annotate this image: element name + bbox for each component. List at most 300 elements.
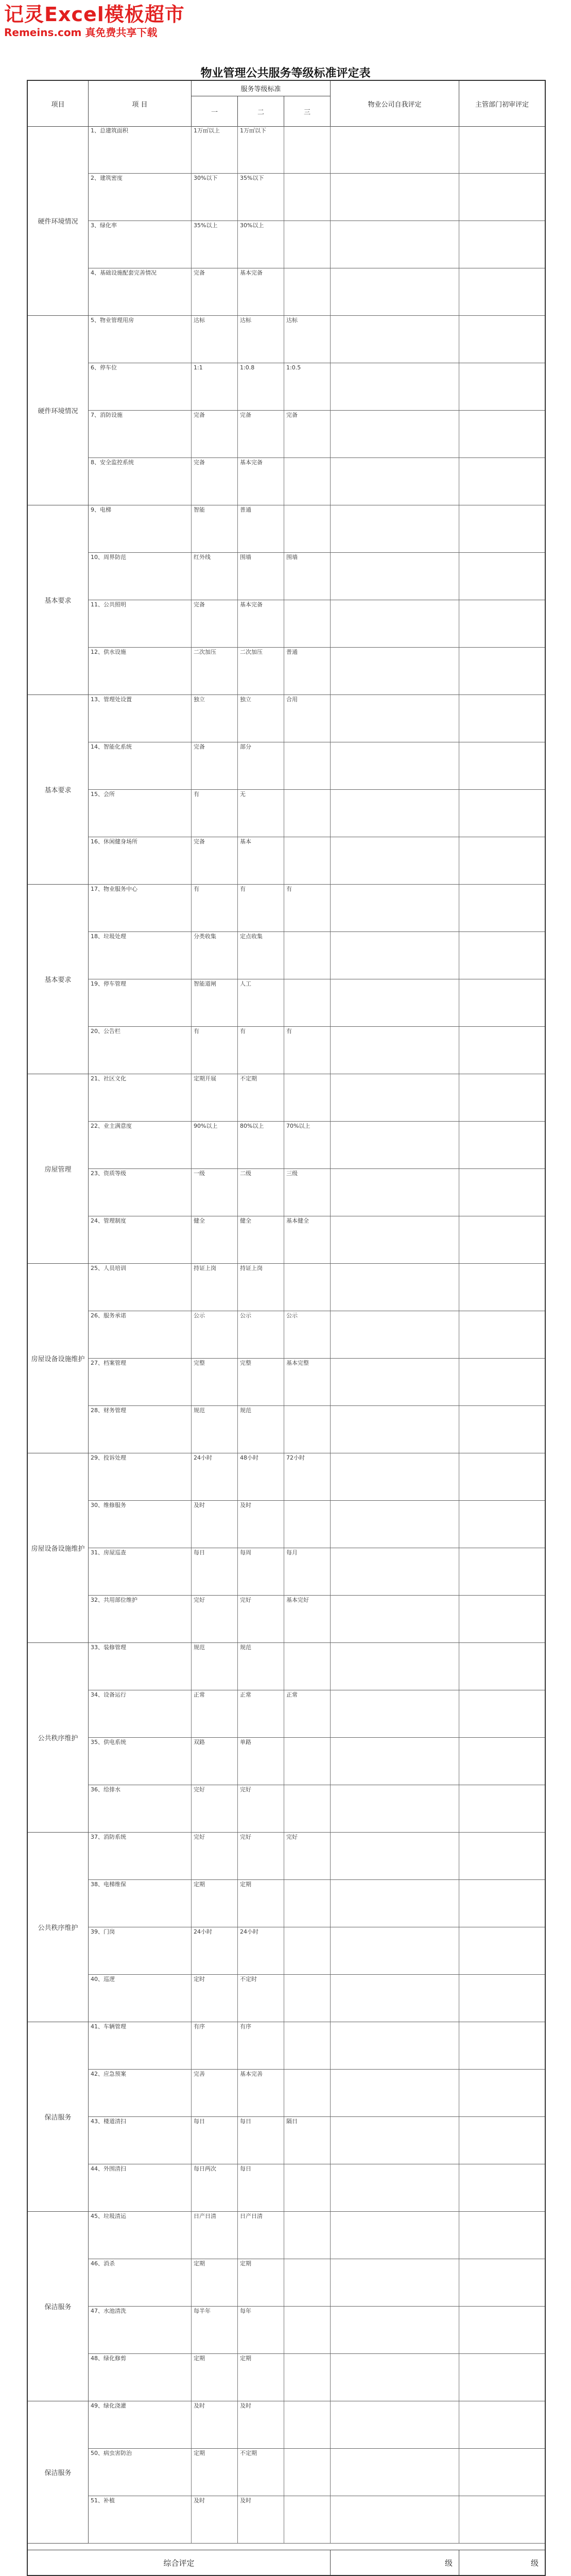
row-grade-1: 定时 (192, 1975, 238, 2022)
row-grade-3: 正常 (284, 1690, 331, 1737)
row-review[interactable] (459, 1216, 545, 1263)
row-grade-3: 合用 (284, 695, 331, 742)
table-row (89, 1927, 545, 1975)
row-grade-1: 一级 (192, 1169, 238, 1216)
row-item: 13、管理处设置 (89, 695, 192, 742)
row-grade-1: 完整 (192, 1359, 238, 1405)
row-grade-1: 有序 (192, 2022, 238, 2069)
row-grade-1: 35%以上 (192, 221, 238, 268)
row-grade-2: 定期 (238, 2354, 284, 2401)
row-grade-1: 定期 (192, 2259, 238, 2306)
row-grade-3: 完好 (284, 1833, 331, 1879)
row-grade-1: 完备 (192, 268, 238, 315)
row-review[interactable] (459, 458, 545, 505)
row-grade-1: 规范 (192, 1406, 238, 1453)
watermark (4, 3, 185, 39)
row-self-assessment[interactable] (331, 1027, 459, 1074)
row-grade-3: 完备 (284, 411, 331, 457)
row-review[interactable] (459, 600, 545, 647)
row-review[interactable] (459, 1264, 545, 1311)
row-grade-1: 每日两次 (192, 2164, 238, 2211)
table-row (89, 2070, 545, 2117)
row-item: 12、供水设施 (89, 648, 192, 694)
row-item: 45、垃圾清运 (89, 2212, 192, 2259)
row-grade-1: 二次加压 (192, 648, 238, 694)
row-self-assessment[interactable] (331, 2449, 459, 2496)
row-self-assessment[interactable] (331, 1833, 459, 1879)
row-grade-1: 完备 (192, 411, 238, 457)
table-row (89, 1359, 545, 1406)
standards-table (27, 80, 546, 2576)
table-row (89, 1690, 545, 1738)
row-grade-2: 完好 (238, 1833, 284, 1879)
row-self-assessment[interactable] (331, 885, 459, 931)
row-grade-3 (284, 1785, 331, 1832)
row-review[interactable] (459, 1169, 545, 1216)
row-grade-2: 每周 (238, 1548, 284, 1595)
row-grade-2: 独立 (238, 695, 284, 742)
row-grade-1: 红外线 (192, 553, 238, 600)
table-row (89, 553, 545, 600)
row-grade-1: 及时 (192, 2496, 238, 2543)
row-item: 42、应急预案 (89, 2070, 192, 2116)
category-cell: 硬件环境情况 (28, 126, 89, 316)
table-row (89, 174, 545, 221)
row-review[interactable] (459, 1074, 545, 1121)
row-grade-1: 90%以上 (192, 1122, 238, 1168)
row-review[interactable] (459, 174, 545, 221)
row-grade-1: 有 (192, 790, 238, 837)
row-grade-3 (284, 2496, 331, 2543)
row-review[interactable] (459, 1027, 545, 1074)
row-grade-3 (284, 174, 331, 221)
header-grade-3: 三 (284, 96, 331, 126)
row-self-assessment[interactable] (331, 742, 459, 789)
row-self-assessment[interactable] (331, 2022, 459, 2069)
row-grade-3: 每月 (284, 1548, 331, 1595)
row-self-assessment[interactable] (331, 126, 459, 173)
row-grade-3: 围墙 (284, 553, 331, 600)
row-grade-1: 公示 (192, 1311, 238, 1358)
table-row (89, 1501, 545, 1548)
header-item: 项目 (28, 81, 89, 126)
row-grade-1: 正常 (192, 1690, 238, 1737)
row-review[interactable] (459, 2354, 545, 2401)
row-grade-3 (284, 790, 331, 837)
row-grade-2: 定点收集 (238, 932, 284, 979)
row-grade-1: 完备 (192, 742, 238, 789)
row-self-assessment[interactable] (331, 1216, 459, 1263)
row-item: 15、会所 (89, 790, 192, 837)
row-grade-1: 健全 (192, 1216, 238, 1263)
row-review[interactable] (459, 2164, 545, 2211)
row-review[interactable] (459, 2212, 545, 2259)
row-review[interactable] (459, 1738, 545, 1785)
category-cell: 基本要求 (28, 505, 89, 695)
table-row (89, 790, 545, 837)
row-grade-2: 每日 (238, 2164, 284, 2211)
row-review[interactable] (459, 1785, 545, 1832)
row-self-assessment[interactable] (331, 2070, 459, 2116)
row-self-assessment[interactable] (331, 363, 459, 410)
row-grade-1: 1万㎡以上 (192, 126, 238, 173)
row-grade-2: 24小时 (238, 1927, 284, 1974)
row-self-assessment[interactable] (331, 790, 459, 837)
row-review[interactable] (459, 790, 545, 837)
category-cell: 硬件环境情况 (28, 316, 89, 505)
row-item: 20、公告栏 (89, 1027, 192, 1074)
row-grade-3: 公示 (284, 1311, 331, 1358)
row-self-assessment[interactable] (331, 979, 459, 1026)
row-review[interactable] (459, 1833, 545, 1879)
row-item: 28、财务管理 (89, 1406, 192, 1453)
table-row (89, 1216, 545, 1264)
row-item: 50、病虫害防治 (89, 2449, 192, 2496)
row-grade-2: 48小时 (238, 1453, 284, 1500)
summary-label: 综合评定 (28, 2550, 331, 2575)
table-row (89, 2401, 545, 2449)
row-grade-3: 基本完好 (284, 1596, 331, 1642)
row-grade-3 (284, 221, 331, 268)
table-row (89, 221, 545, 268)
header-contents: 项 目 (89, 81, 192, 126)
row-grade-1: 持证上岗 (192, 1264, 238, 1311)
summary-grade-self: 级 (331, 2550, 459, 2575)
row-item: 31、房屋巡查 (89, 1548, 192, 1595)
row-grade-1: 智能 (192, 505, 238, 552)
row-grade-3 (284, 2401, 331, 2448)
row-grade-2: 不定期 (238, 1074, 284, 1121)
row-review[interactable] (459, 1690, 545, 1737)
row-self-assessment[interactable] (331, 2212, 459, 2259)
row-review[interactable] (459, 553, 545, 600)
row-review[interactable] (459, 1311, 545, 1358)
row-self-assessment[interactable] (331, 1596, 459, 1642)
row-grade-2: 1:0.8 (238, 363, 284, 410)
row-item: 46、消杀 (89, 2259, 192, 2306)
row-item: 3、绿化率 (89, 221, 192, 268)
row-item: 8、安全监控系统 (89, 458, 192, 505)
row-self-assessment[interactable] (331, 2259, 459, 2306)
table-row (89, 648, 545, 695)
table-row (89, 2212, 545, 2259)
category-cell: 房屋设备设施维护 (28, 1264, 89, 1453)
row-grade-2: 1万㎡以下 (238, 126, 284, 173)
row-self-assessment[interactable] (331, 458, 459, 505)
table-row (89, 363, 545, 411)
row-grade-2: 完好 (238, 1596, 284, 1642)
row-grade-3 (284, 268, 331, 315)
table-body (28, 126, 545, 2575)
row-review[interactable] (459, 648, 545, 694)
row-review[interactable] (459, 1501, 545, 1548)
row-review[interactable] (459, 2259, 545, 2306)
row-self-assessment[interactable] (331, 2354, 459, 2401)
row-grade-3: 有 (284, 1027, 331, 1074)
row-item: 14、智能化系统 (89, 742, 192, 789)
table-row (89, 2164, 545, 2212)
row-self-assessment[interactable] (331, 1453, 459, 1500)
row-self-assessment[interactable] (331, 695, 459, 742)
row-self-assessment[interactable] (331, 2401, 459, 2448)
row-self-assessment[interactable] (331, 1359, 459, 1405)
row-review[interactable] (459, 2496, 545, 2543)
row-grade-3 (284, 2164, 331, 2211)
row-grade-1: 每日 (192, 1548, 238, 1595)
row-grade-1: 有 (192, 885, 238, 931)
row-grade-1: 完好 (192, 1833, 238, 1879)
row-grade-2: 不定期 (238, 2449, 284, 2496)
row-self-assessment[interactable] (331, 837, 459, 884)
row-grade-2: 基本完备 (238, 600, 284, 647)
row-grade-2: 有序 (238, 2022, 284, 2069)
row-self-assessment[interactable] (331, 174, 459, 221)
row-item: 34、设备运行 (89, 1690, 192, 1737)
row-item: 43、楼道清扫 (89, 2117, 192, 2164)
row-item: 7、消防设施 (89, 411, 192, 457)
row-self-assessment[interactable] (331, 1643, 459, 1690)
row-grade-3: 隔日 (284, 2117, 331, 2164)
row-self-assessment[interactable] (331, 1501, 459, 1548)
category-cell: 基本要求 (28, 885, 89, 1074)
row-grade-2: 定期 (238, 2259, 284, 2306)
row-item: 24、管理制度 (89, 1216, 192, 1263)
row-grade-1: 定期 (192, 1880, 238, 1927)
row-self-assessment[interactable] (331, 1548, 459, 1595)
row-review[interactable] (459, 126, 545, 173)
row-item: 11、公共照明 (89, 600, 192, 647)
row-review[interactable] (459, 837, 545, 884)
row-grade-1: 每半年 (192, 2307, 238, 2353)
table-row (89, 505, 545, 553)
row-item: 44、外围清扫 (89, 2164, 192, 2211)
row-self-assessment[interactable] (331, 2164, 459, 2211)
row-grade-3 (284, 2307, 331, 2353)
watermark-subtitle: Remeins.com 真免费共享下载 (4, 26, 158, 39)
row-review[interactable] (459, 742, 545, 789)
row-review[interactable] (459, 1548, 545, 1595)
row-item: 49、绿化浇灌 (89, 2401, 192, 2448)
row-grade-3 (284, 2259, 331, 2306)
row-item: 25、人员培训 (89, 1264, 192, 1311)
row-grade-3 (284, 1643, 331, 1690)
document-title: 物业管理公共服务等级标准评定表 (200, 66, 371, 80)
row-grade-2: 日产日清 (238, 2212, 284, 2259)
row-review[interactable] (459, 885, 545, 931)
row-review[interactable] (459, 695, 545, 742)
row-grade-2: 规范 (238, 1643, 284, 1690)
row-self-assessment[interactable] (331, 1927, 459, 1974)
row-review[interactable] (459, 316, 545, 363)
row-item: 36、给排水 (89, 1785, 192, 1832)
row-grade-2: 完好 (238, 1785, 284, 1832)
row-grade-2: 80%以上 (238, 1122, 284, 1168)
row-grade-3 (284, 1927, 331, 1974)
row-item: 47、水池清洗 (89, 2307, 192, 2353)
row-self-assessment[interactable] (331, 505, 459, 552)
header-self-assessment: 物业公司自我评定 (331, 81, 459, 126)
row-review[interactable] (459, 2117, 545, 2164)
row-grade-3 (284, 126, 331, 173)
row-grade-3: 基本健全 (284, 1216, 331, 1263)
table-row (89, 126, 545, 174)
row-review[interactable] (459, 979, 545, 1026)
row-review[interactable] (459, 1975, 545, 2022)
table-row (89, 1122, 545, 1169)
row-item: 17、物业服务中心 (89, 885, 192, 931)
row-self-assessment[interactable] (331, 1122, 459, 1168)
row-self-assessment[interactable] (331, 2307, 459, 2353)
header-grade-1: 一 (192, 96, 238, 126)
header-grade-2: 二 (238, 96, 284, 126)
watermark-title: 记灵Excel模板超市 (4, 3, 185, 26)
row-item: 19、停车管理 (89, 979, 192, 1026)
table-row (89, 1169, 545, 1216)
row-item: 33、装修管理 (89, 1643, 192, 1690)
category-cell: 公共秩序维护 (28, 1833, 89, 2022)
table-row (89, 2354, 545, 2401)
row-grade-2: 定期 (238, 1880, 284, 1927)
row-grade-1: 定期 (192, 2449, 238, 2496)
table-row (89, 1311, 545, 1359)
row-item: 39、门岗 (89, 1927, 192, 1974)
row-grade-2: 35%以下 (238, 174, 284, 221)
row-self-assessment[interactable] (331, 1690, 459, 1737)
table-row (89, 2022, 545, 2070)
table-row (89, 1074, 545, 1122)
row-self-assessment[interactable] (331, 221, 459, 268)
row-self-assessment[interactable] (331, 2117, 459, 2164)
table-row (89, 1880, 545, 1927)
row-self-assessment[interactable] (331, 411, 459, 457)
row-item: 6、停车位 (89, 363, 192, 410)
row-review[interactable] (459, 363, 545, 410)
row-item: 30、维修服务 (89, 1501, 192, 1548)
row-self-assessment[interactable] (331, 1169, 459, 1216)
row-grade-2: 部分 (238, 742, 284, 789)
category-cell: 房屋管理 (28, 1074, 89, 1264)
table-row (89, 268, 545, 316)
row-grade-1: 及时 (192, 1501, 238, 1548)
row-self-assessment[interactable] (331, 1738, 459, 1785)
row-item: 9、电梯 (89, 505, 192, 552)
row-review[interactable] (459, 1359, 545, 1405)
row-grade-1: 完好 (192, 1596, 238, 1642)
row-grade-1: 30%以下 (192, 174, 238, 221)
row-grade-3: 普通 (284, 648, 331, 694)
row-item: 38、电梯维保 (89, 1880, 192, 1927)
row-grade-2: 正常 (238, 1690, 284, 1737)
row-grade-1: 24小时 (192, 1453, 238, 1500)
row-self-assessment[interactable] (331, 600, 459, 647)
row-grade-3 (284, 2449, 331, 2496)
category-cell: 保洁服务 (28, 2212, 89, 2401)
table-row (89, 979, 545, 1027)
row-self-assessment[interactable] (331, 1785, 459, 1832)
row-grade-1: 24小时 (192, 1927, 238, 1974)
row-self-assessment[interactable] (331, 648, 459, 694)
row-grade-2: 人工 (238, 979, 284, 1026)
row-review[interactable] (459, 2022, 545, 2069)
row-self-assessment[interactable] (331, 268, 459, 315)
row-review[interactable] (459, 2449, 545, 2496)
summary-grade-review: 级 (530, 2558, 539, 2568)
row-review[interactable] (459, 1643, 545, 1690)
row-review[interactable] (459, 2307, 545, 2353)
table-row (89, 600, 545, 648)
row-review[interactable] (459, 505, 545, 552)
table-row (89, 885, 545, 932)
row-grade-1: 分类收集 (192, 932, 238, 979)
row-review[interactable] (459, 1453, 545, 1500)
row-grade-2: 普通 (238, 505, 284, 552)
table-row (89, 411, 545, 458)
row-item: 48、绿化修剪 (89, 2354, 192, 2401)
row-self-assessment[interactable] (331, 2496, 459, 2543)
row-grade-3 (284, 1074, 331, 1121)
row-review[interactable] (459, 221, 545, 268)
table-row (89, 1738, 545, 1785)
row-grade-2: 及时 (238, 2496, 284, 2543)
row-review[interactable] (459, 1596, 545, 1642)
row-grade-1: 达标 (192, 316, 238, 363)
row-grade-2: 二次加压 (238, 648, 284, 694)
row-self-assessment[interactable] (331, 553, 459, 600)
table-row (89, 1264, 545, 1311)
row-grade-3: 70%以上 (284, 1122, 331, 1168)
row-grade-2: 基本完备 (238, 268, 284, 315)
row-grade-2: 30%以上 (238, 221, 284, 268)
row-grade-3 (284, 1264, 331, 1311)
row-self-assessment[interactable] (331, 1880, 459, 1927)
row-review[interactable] (459, 932, 545, 979)
row-item: 27、档案管理 (89, 1359, 192, 1405)
row-grade-2: 达标 (238, 316, 284, 363)
row-review[interactable] (459, 268, 545, 315)
table-row (89, 316, 545, 363)
row-self-assessment[interactable] (331, 1975, 459, 2022)
row-grade-3: 基本完整 (284, 1359, 331, 1405)
row-review[interactable] (459, 1122, 545, 1168)
row-review[interactable] (459, 2070, 545, 2116)
row-grade-1: 完备 (192, 458, 238, 505)
row-self-assessment[interactable] (331, 1264, 459, 1311)
row-grade-3 (284, 1975, 331, 2022)
row-self-assessment[interactable] (331, 316, 459, 363)
row-item: 10、周界防范 (89, 553, 192, 600)
row-grade-3: 有 (284, 885, 331, 931)
row-review[interactable] (459, 2401, 545, 2448)
row-self-assessment[interactable] (331, 1406, 459, 1453)
row-grade-1: 定期 (192, 2354, 238, 2401)
row-self-assessment[interactable] (331, 932, 459, 979)
row-grade-1: 及时 (192, 2401, 238, 2448)
row-grade-1: 完备 (192, 600, 238, 647)
row-grade-3 (284, 1501, 331, 1548)
row-item: 22、业主满意度 (89, 1122, 192, 1168)
row-grade-3 (284, 2212, 331, 2259)
row-review[interactable] (459, 1927, 545, 1974)
row-grade-1: 有 (192, 1027, 238, 1074)
row-review[interactable] (459, 411, 545, 457)
row-review[interactable] (459, 1406, 545, 1453)
row-review[interactable] (459, 1880, 545, 1927)
row-item: 21、社区文化 (89, 1074, 192, 1121)
row-self-assessment[interactable] (331, 1074, 459, 1121)
row-item: 4、基础设施配套完善情况 (89, 268, 192, 315)
category-cell: 保洁服务 (28, 2401, 89, 2544)
row-self-assessment[interactable] (331, 1311, 459, 1358)
